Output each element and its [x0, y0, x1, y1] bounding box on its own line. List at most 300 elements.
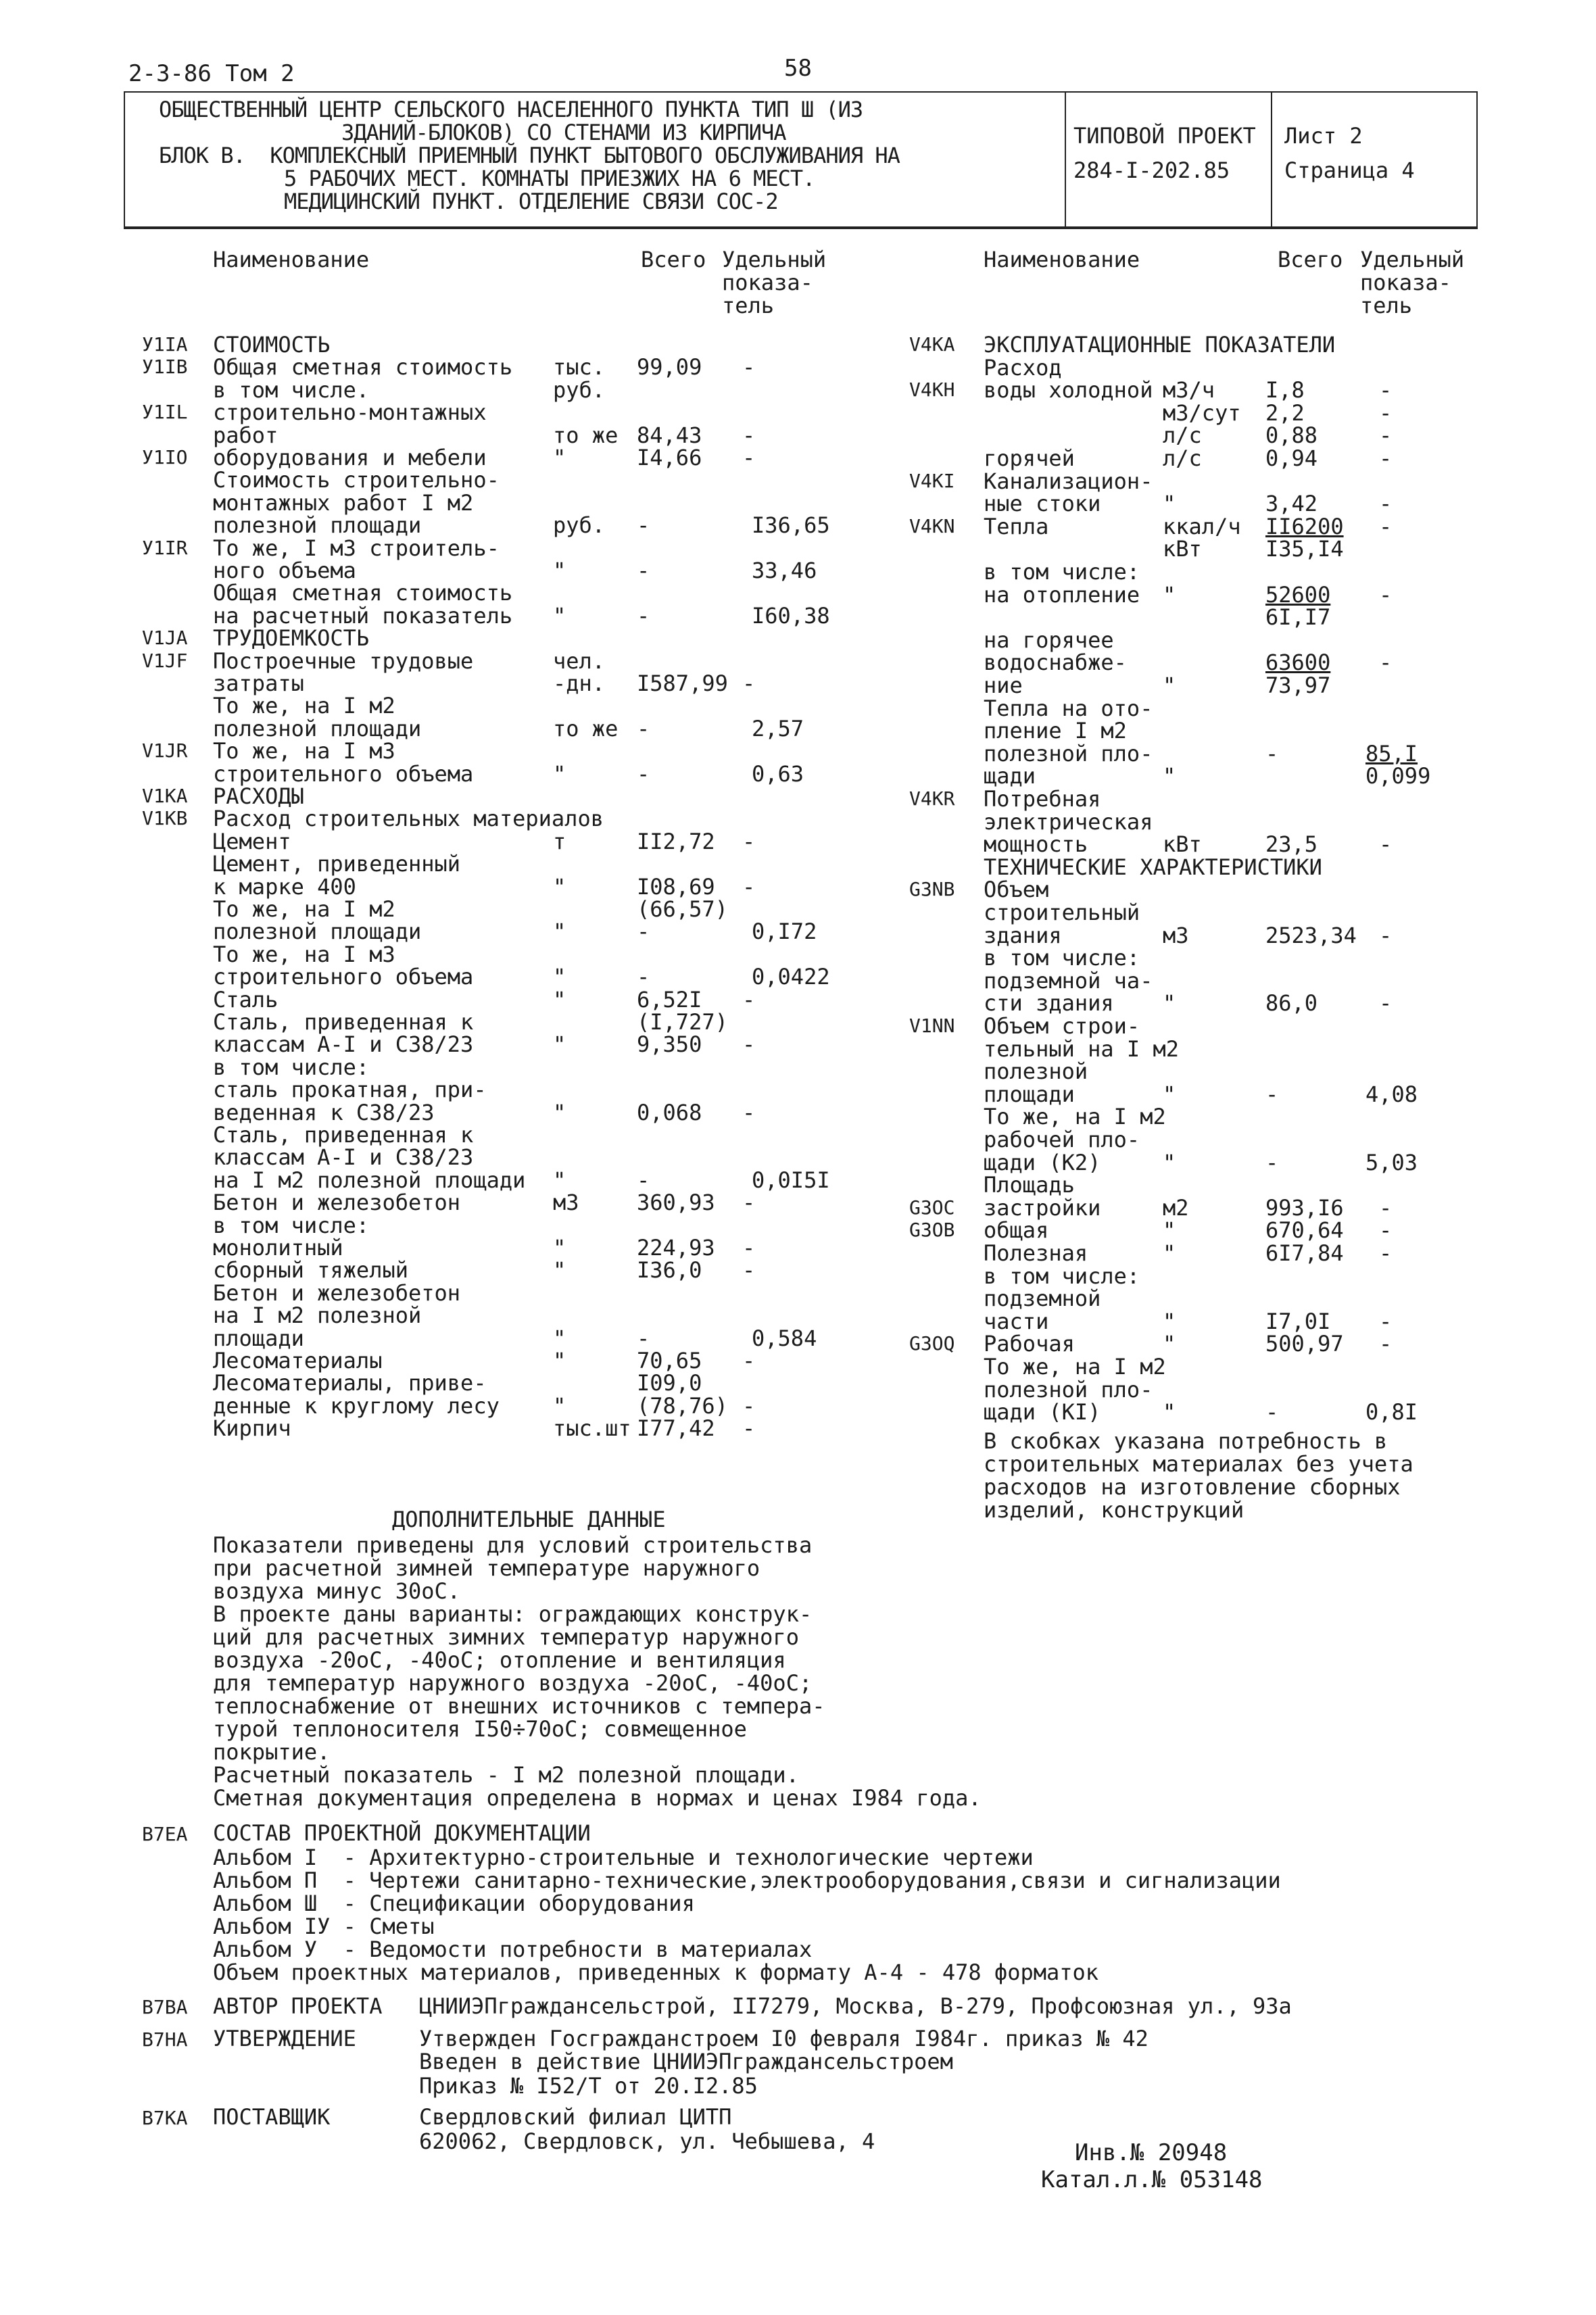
additional-line: ций для расчетных зимних температур наружного [213, 1624, 799, 1650]
row-unit: " [553, 1031, 566, 1057]
approval-code: В7НА [142, 2028, 188, 2051]
row-unit: " [553, 1167, 566, 1193]
row-total: 993,I6 [1265, 1195, 1344, 1221]
row-label: полезной [984, 1058, 1088, 1084]
row-specific: - [1379, 1331, 1393, 1357]
row-label: То же, на I м2 [213, 693, 395, 718]
row-label: на I м2 полезной [213, 1302, 422, 1328]
row-specific: - [742, 1415, 756, 1441]
row-label: застройки [984, 1195, 1101, 1221]
row-total: 86,0 [1265, 990, 1318, 1016]
row-specific: I60,38 [752, 603, 830, 629]
project-number: 284-I-202.85 [1073, 157, 1230, 183]
row-label: Общая сметная стоимость [213, 580, 513, 606]
note-line: расходов на изготовление сборных [984, 1474, 1401, 1500]
row-unit: ккал/ч [1163, 514, 1241, 539]
additional-line: для температур наружного воздуха -20оС, -40оС; [213, 1670, 813, 1696]
row-label: на отопление [984, 582, 1140, 608]
row-total: I09,0 [637, 1370, 702, 1396]
row-unit: " [1163, 1309, 1176, 1334]
row-total: 84,43 [637, 422, 702, 448]
composition-line: Альбом П - Чертежи санитарно-технические,электрооборудования,связи и сигнализации [213, 1868, 1281, 1893]
row-label: ние [984, 673, 1023, 698]
supplier-label: ПОСТАВЩИК [213, 2104, 331, 2130]
row-label: общая [984, 1217, 1049, 1243]
row-total: - [637, 558, 650, 583]
row-unit: " [1163, 1150, 1176, 1175]
row-specific: 5,03 [1365, 1150, 1418, 1175]
row-label: щади (КI) [984, 1399, 1101, 1425]
row-total: - [637, 1325, 650, 1351]
row-label: в том числе: [213, 1213, 370, 1238]
row-specific: - [742, 671, 756, 696]
row-code: G3OC [909, 1196, 955, 1219]
row-unit: " [1163, 1081, 1176, 1107]
row-label: Кирпич [213, 1415, 291, 1441]
row-unit: л/с [1163, 422, 1202, 448]
row-specific: 0,0I5I [752, 1167, 830, 1193]
page-label: Страница 4 [1284, 157, 1415, 183]
row-label: То же, на I м3 [213, 738, 395, 764]
note-line: В скобках указана потребность в [984, 1428, 1388, 1454]
row-unit: " [553, 558, 566, 583]
col-header-specific-1: Удельный [722, 247, 827, 272]
row-total: (78,76) [637, 1393, 728, 1419]
approval-line-3: Приказ № I52/Т от 20.I2.85 [419, 2073, 758, 2099]
row-unit: " [1163, 763, 1176, 789]
row-specific: - [742, 445, 756, 470]
row-code: V1JF [142, 650, 188, 672]
row-unit: " [553, 761, 566, 787]
col-header-specific-2: показа- [722, 270, 813, 295]
row-unit: -дн. [553, 671, 606, 696]
row-total: 73,97 [1265, 673, 1331, 698]
row-total: I7,0I [1265, 1309, 1331, 1334]
row-label: монолитный [213, 1235, 343, 1261]
row-total: - [637, 1167, 650, 1193]
row-label: То же, на I м2 [984, 1104, 1166, 1129]
row-label: Тепла на ото- [984, 696, 1153, 721]
row-unit: " [553, 874, 566, 900]
row-unit: " [553, 1100, 566, 1125]
row-label: полезной пло- [984, 741, 1153, 766]
row-specific: - [1379, 400, 1393, 426]
row-label: Рабочая [984, 1331, 1075, 1357]
row-label: Сталь, приведенная к [213, 1009, 474, 1035]
sheet-label: Лист 2 [1284, 123, 1363, 149]
row-specific: - [742, 1100, 756, 1125]
row-unit: чел. [553, 648, 606, 674]
row-label: тельный на I м2 [984, 1036, 1179, 1062]
row-total: I35,I4 [1265, 536, 1344, 562]
row-total: 6I,I7 [1265, 604, 1331, 630]
row-total: 360,93 [637, 1190, 715, 1215]
supplier-code: В7КА [142, 2107, 188, 2129]
row-label: ТЕХНИЧЕСКИЕ ХАРАКТЕРИСТИКИ [984, 854, 1322, 880]
row-label: работ [213, 422, 279, 448]
row-total: 500,97 [1265, 1331, 1344, 1357]
row-label: Объем строи- [984, 1013, 1140, 1039]
row-code: У1IR [142, 537, 188, 559]
row-label: Сталь [213, 987, 279, 1013]
row-specific: - [1379, 514, 1393, 539]
row-label: на горячее [984, 627, 1114, 653]
row-total: 63600 [1265, 650, 1331, 675]
composition-line: Альбом ІУ - Сметы [213, 1914, 435, 1939]
additional-line: покрытие. [213, 1739, 331, 1765]
row-total: I77,42 [637, 1415, 715, 1441]
row-unit: " [1163, 1331, 1176, 1357]
row-label: сти здания [984, 990, 1114, 1016]
row-total: - [1265, 1399, 1279, 1425]
row-code: У1IB [142, 356, 188, 378]
col-header-specific-right-1: Удельный [1360, 247, 1465, 272]
row-specific: - [742, 987, 756, 1013]
col-header-specific-right-3: тель [1360, 293, 1413, 318]
composition-line: Альбом У - Ведомости потребности в материалах [213, 1936, 813, 1962]
row-label: классам А-I и С38/23 [213, 1144, 474, 1170]
note-line: строительных материалах без учета [984, 1451, 1413, 1477]
row-label: строительный [984, 900, 1140, 925]
row-label: полезной площади [213, 512, 422, 538]
row-label: сборный тяжелый [213, 1257, 408, 1283]
additional-line: Показатели приведены для условий строительства [213, 1532, 813, 1558]
row-label: пление I м2 [984, 718, 1127, 744]
author-label: АВТОР ПРОЕКТА [213, 1993, 383, 2019]
row-specific: - [1379, 923, 1393, 948]
row-specific: - [1379, 491, 1393, 516]
row-label: ные стоки [984, 491, 1101, 516]
row-specific: - [1379, 582, 1393, 608]
row-label: щади (К2) [984, 1150, 1101, 1175]
row-label: классам А-I и С38/23 [213, 1031, 474, 1057]
row-unit: " [1163, 491, 1176, 516]
title-bottom-rule [124, 226, 1476, 228]
row-specific: - [742, 874, 756, 900]
row-specific: 2,57 [752, 716, 804, 741]
title-line-1: ОБЩЕСТВЕННЫЙ ЦЕНТР СЕЛЬСКОГО НАСЕЛЕННОГО ПУНКТА ТИП Ш (ИЗ [159, 97, 863, 122]
row-code: G3NB [909, 878, 955, 900]
row-label: в том числе: [984, 1263, 1140, 1289]
row-label: То же, на I м2 [213, 896, 395, 922]
row-label: РАСХОДЫ [213, 783, 304, 809]
row-specific: - [1379, 1217, 1393, 1243]
row-label: Объем [984, 877, 1049, 902]
row-label: части [984, 1309, 1049, 1334]
title-line-4: 5 РАБОЧИХ МЕСТ. КОМНАТЫ ПРИЕЗЖИХ НА 6 МЕСТ. [284, 166, 815, 191]
row-label: водоснабже- [984, 650, 1127, 675]
row-label: Расход [984, 355, 1062, 381]
row-unit: " [553, 603, 566, 629]
row-label: То же, на I м3 [213, 942, 395, 967]
additional-line: турой теплоносителя I50÷70оС; совмещенное [213, 1716, 747, 1742]
row-specific: - [1379, 422, 1393, 448]
row-code: У1IL [142, 401, 188, 423]
row-specific: - [742, 354, 756, 380]
row-specific: 0,8I [1365, 1399, 1418, 1425]
row-label: Лесоматериалы [213, 1348, 383, 1373]
row-total: - [1265, 1081, 1279, 1107]
row-specific: - [742, 1031, 756, 1057]
row-label: монтажных работ I м2 [213, 490, 474, 516]
additional-line: Расчетный показатель - I м2 полезной площади. [213, 1762, 799, 1788]
row-label: на I м2 полезной площади [213, 1167, 526, 1193]
row-specific: I36,65 [752, 512, 830, 538]
row-specific: 85,I [1365, 741, 1418, 766]
row-total: 6,52I [637, 987, 702, 1013]
row-unit: то же [553, 716, 619, 741]
row-label: ного объема [213, 558, 356, 583]
row-specific: 33,46 [752, 558, 817, 583]
row-specific: 0,63 [752, 761, 804, 787]
row-code: V1JR [142, 739, 188, 762]
row-code: G3OQ [909, 1332, 955, 1355]
row-label: здания [984, 923, 1062, 948]
approval-label: УТВЕРЖДЕНИЕ [213, 2026, 356, 2051]
row-specific: - [742, 1190, 756, 1215]
composition-code: В7ЕА [142, 1823, 188, 1845]
title-divider [1065, 91, 1066, 228]
row-unit: т [553, 829, 566, 854]
row-code: У1IA [142, 333, 188, 356]
additional-heading: ДОПОЛНИТЕЛЬНЫЕ ДАННЫЕ [392, 1507, 666, 1532]
composition-heading: СОСТАВ ПРОЕКТНОЙ ДОКУМЕНТАЦИИ [213, 1820, 591, 1846]
row-label: на расчетный показатель [213, 603, 513, 629]
row-label: Потребная [984, 786, 1101, 812]
row-label: Цемент [213, 829, 291, 854]
row-unit: м3 [1163, 923, 1189, 948]
row-specific: - [1379, 990, 1393, 1016]
supplier-line-1: Свердловский филиал ЦИТП [419, 2104, 732, 2130]
row-label: ЭКСПЛУАТАЦИОННЫЕ ПОКАЗАТЕЛИ [984, 332, 1336, 358]
row-unit: " [553, 1325, 566, 1351]
row-unit: руб. [553, 377, 606, 403]
row-total: 670,64 [1265, 1217, 1344, 1243]
row-total: 52600 [1265, 582, 1331, 608]
row-total: II2,72 [637, 829, 715, 854]
row-code: V4KH [909, 379, 955, 401]
additional-line: воздуха -20оС, -40оС; отопление и вентиляция [213, 1647, 786, 1673]
row-code: У1IO [142, 446, 188, 468]
row-specific: - [742, 1257, 756, 1283]
inventory-number: Инв.№ 20948 [1075, 2139, 1228, 2166]
row-total: - [637, 919, 650, 944]
title-line-5: МЕДИЦИНСКИЙ ПУНКТ. ОТДЕЛЕНИЕ СВЯЗИ СОС-2 [284, 189, 778, 214]
row-total: - [1265, 741, 1279, 766]
col-header-total-right: Всего [1278, 247, 1343, 272]
row-label: щади [984, 763, 1036, 789]
additional-line: при расчетной зимней температуре наружного [213, 1555, 760, 1581]
row-total: - [637, 512, 650, 538]
row-code: G3OB [909, 1219, 955, 1241]
row-label: СТОИМОСТЬ [213, 332, 331, 358]
row-label: воды холодной [984, 377, 1153, 403]
row-total: 23,5 [1265, 831, 1318, 857]
page-number: 58 [784, 55, 812, 82]
row-specific: - [742, 829, 756, 854]
row-unit: л/с [1163, 445, 1202, 471]
approval-line-2: Введен в действие ЦНИИЭПграждансельстроем [419, 2049, 953, 2074]
row-label: Сталь, приведенная к [213, 1122, 474, 1148]
row-label: мощность [984, 831, 1088, 857]
row-label: рабочей пло- [984, 1127, 1140, 1152]
row-label: в том числе: [213, 1054, 370, 1080]
row-label: строительно-монтажных [213, 399, 487, 425]
row-total: 0,068 [637, 1100, 702, 1125]
row-unit: " [1163, 673, 1176, 698]
supplier-line-2: 620062, Свердловск, ул. Чебышева, 4 [419, 2128, 875, 2154]
row-total: 0,94 [1265, 445, 1318, 471]
row-label: к марке 400 [213, 874, 356, 900]
row-label: в том числе: [984, 559, 1140, 585]
row-label: Расход строительных материалов [213, 806, 604, 831]
row-unit: " [1163, 582, 1176, 608]
catalog-number: Катал.л.№ 053148 [1041, 2166, 1263, 2193]
row-total: I,8 [1265, 377, 1305, 403]
row-code: V1NN [909, 1015, 955, 1037]
col-header-total: Всего [641, 247, 706, 272]
row-label: Бетон и железобетон [213, 1280, 461, 1306]
row-unit: " [553, 1348, 566, 1373]
row-code: V4KI [909, 470, 955, 492]
row-total: 2523,34 [1265, 923, 1357, 948]
row-label: То же, I м3 строитель- [213, 535, 500, 561]
row-total: 6I7,84 [1265, 1240, 1344, 1266]
row-label: подземной ча- [984, 968, 1153, 994]
row-label: Лесоматериалы, приве- [213, 1370, 487, 1396]
row-code: V4KA [909, 333, 955, 356]
row-specific: - [1379, 445, 1393, 471]
composition-line: Альбом Ш - Спецификации оборудования [213, 1891, 695, 1916]
row-label: Цемент, приведенный [213, 851, 461, 877]
row-unit: м2 [1163, 1195, 1189, 1221]
row-total: 99,09 [637, 354, 702, 380]
row-total: I4,66 [637, 445, 702, 470]
row-label: Построечные трудовые [213, 648, 474, 674]
col-header-specific-3: тель [722, 293, 775, 318]
row-label: горячей [984, 445, 1075, 471]
row-total: 9,350 [637, 1031, 702, 1057]
row-unit: кВт [1163, 831, 1202, 857]
row-specific: - [1379, 1240, 1393, 1266]
row-label: в том числе. [213, 377, 370, 403]
row-total: - [637, 964, 650, 990]
row-total: - [637, 716, 650, 741]
row-unit: кВт [1163, 536, 1202, 562]
row-label: Полезная [984, 1240, 1088, 1266]
row-total: (I,727) [637, 1009, 728, 1035]
row-label: Тепла [984, 514, 1049, 539]
row-code: V4KN [909, 515, 955, 537]
row-unit: " [553, 1393, 566, 1419]
title-line-3: БЛОК В. КОМПЛЕКСНЫЙ ПРИЕМНЫЙ ПУНКТ БЫТОВОГО ОБСЛУЖИВАНИЯ НА [159, 143, 900, 168]
row-label: ТРУДОЕМКОСТЬ [213, 625, 370, 651]
row-specific: - [742, 1393, 756, 1419]
row-specific: 0,I72 [752, 919, 817, 944]
row-unit: " [553, 1235, 566, 1261]
row-label: Общая сметная стоимость [213, 354, 513, 380]
row-total: 224,93 [637, 1235, 715, 1261]
row-specific: - [1379, 831, 1393, 857]
row-label: полезной пло- [984, 1377, 1153, 1403]
row-unit: " [1163, 1399, 1176, 1425]
row-total: I36,0 [637, 1257, 702, 1283]
row-unit: тыс.шт [553, 1415, 631, 1441]
project-label: ТИПОВОЙ ПРОЕКТ [1073, 123, 1256, 149]
composition-line: Альбом I - Архитектурно-строительные и технологические чертежи [213, 1845, 1034, 1870]
row-label: площади [213, 1325, 304, 1351]
row-total: I08,69 [637, 874, 715, 900]
additional-line: В проекте даны варианты: ограждающих конструк- [213, 1601, 813, 1627]
row-label: полезной площади [213, 716, 422, 741]
col-header-name: Наименование [213, 247, 370, 272]
row-specific: - [742, 1348, 756, 1373]
row-specific: - [1379, 1195, 1393, 1221]
row-label: площади [984, 1081, 1075, 1107]
row-code: V4KR [909, 787, 955, 810]
row-label: Канализацион- [984, 468, 1153, 494]
row-total: 3,42 [1265, 491, 1318, 516]
row-specific: 0,0422 [752, 964, 830, 990]
row-unit: м3 [553, 1190, 579, 1215]
row-total: 0,88 [1265, 422, 1318, 448]
author-text: ЦНИИЭПграждансельстрой, II7279, Москва, В-279, Профсоюзная ул., 93а [419, 1993, 1292, 2019]
row-unit: то же [553, 422, 619, 448]
row-specific: - [742, 1235, 756, 1261]
col-header-name-right: Наименование [984, 247, 1140, 272]
sheet-divider [1271, 91, 1272, 228]
author-code: В7ВА [142, 1996, 188, 2018]
row-label: полезной площади [213, 919, 422, 944]
row-unit: " [553, 987, 566, 1013]
row-label: строительного объема [213, 964, 474, 990]
row-total: I587,99 [637, 671, 728, 696]
additional-line: Сметная документация определена в нормах и ценах I984 года. [213, 1785, 982, 1811]
row-label: подземной [984, 1286, 1101, 1311]
row-label: сталь прокатная, при- [213, 1077, 487, 1102]
row-unit: " [553, 919, 566, 944]
row-label: оборудования и мебели [213, 445, 487, 470]
row-total: (66,57) [637, 896, 728, 922]
row-label: Площадь [984, 1172, 1075, 1198]
row-total: 70,65 [637, 1348, 702, 1373]
row-label: затраты [213, 671, 304, 696]
row-total: II6200 [1265, 514, 1344, 539]
row-code: V1JA [142, 627, 188, 649]
row-label: Бетон и железобетон [213, 1190, 461, 1215]
row-label: строительного объема [213, 761, 474, 787]
row-total: - [637, 761, 650, 787]
row-specific: - [742, 422, 756, 448]
row-label: электрическая [984, 809, 1153, 835]
row-specific: - [1379, 1309, 1393, 1334]
row-label: денные к круглому лесу [213, 1393, 500, 1419]
row-total: - [637, 603, 650, 629]
approval-line-1: Утвержден Госгражданстроем I0 февраля I984г. приказ № 42 [419, 2026, 1148, 2051]
col-header-specific-right-2: показа- [1360, 270, 1451, 295]
row-unit: " [1163, 1240, 1176, 1266]
composition-line: Объем проектных материалов, приведенных к формату А-4 - 478 форматок [213, 1959, 1099, 1985]
additional-line: теплоснабжение от внешних источников с темпера- [213, 1693, 825, 1719]
row-unit: тыс. [553, 354, 606, 380]
row-label: То же, на I м2 [984, 1354, 1166, 1380]
row-specific: - [1379, 650, 1393, 675]
row-unit: м3/ч [1163, 377, 1215, 403]
document-code: 2-3-86 Том 2 [128, 60, 295, 87]
row-specific: 4,08 [1365, 1081, 1418, 1107]
note-line: изделий, конструкций [984, 1497, 1244, 1523]
row-specific: 0,099 [1365, 763, 1431, 789]
